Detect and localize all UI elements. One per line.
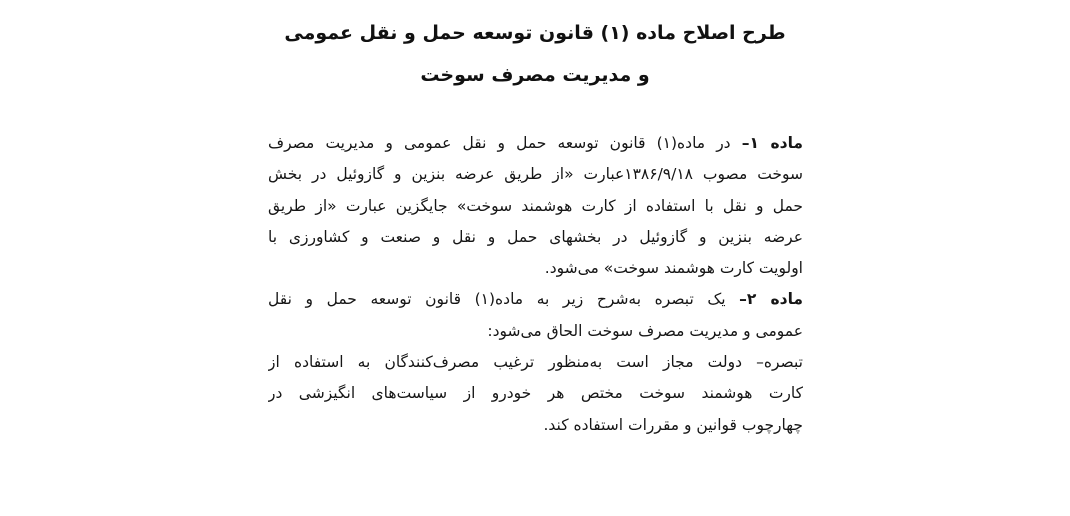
note-line-3: چهارچوب قوانین و مقررات استفاده کند. <box>543 415 803 434</box>
article-1-line-4: عرضه بنزین و گازوئیل در بخشهای حمل و نقل و صنعت و کشاورزی با <box>268 227 803 246</box>
document-body <box>268 128 803 441</box>
article-2-heading: ماده ۲– <box>739 290 803 309</box>
note-line-2: کارت هوشمند سوخت مختص هر خودرو از سیاست‌های انگیزشی در <box>268 384 803 403</box>
title-line-1: طرح اصلاح ماده (۱) قانون توسعه حمل و نقل عمومی <box>284 22 786 44</box>
article-2-line-1-text: یک تبصره به‌شرح زیر به ماده(۱) قانون توسعه حمل و نقل <box>268 290 740 309</box>
article-1-line-1-text: در ماده(۱) قانون توسعه حمل و نقل عمومی و مدیریت مصرف <box>268 134 742 152</box>
article-2-line-2: عمومی و مدیریت مصرف سوخت الحاق می‌شود: <box>487 321 803 340</box>
article-1-line-5: اولویت کارت هوشمند سوخت» می‌شود. <box>544 259 803 278</box>
note-line-1: تبصره– دولت مجاز است به‌منظور ترغیب مصرف‌کنندگان به استفاده از <box>268 353 803 372</box>
article-1-heading: ماده ۱– <box>741 134 803 152</box>
title-line-2: و مدیریت مصرف سوخت <box>420 64 650 86</box>
article-1-line-3: حمل و نقل با استفاده از کارت هوشمند سوخت» جایگزین عبارت «از طریق <box>268 196 803 215</box>
article-1-line-1 <box>268 128 803 159</box>
document-title <box>0 12 1070 96</box>
article-2-line-1 <box>268 284 803 315</box>
article-1-line-2: سوخت مصوب ۱۳۸۶/۹/۱۸عبارت «از طریق عرضه بنزین و گازوئیل در بخش <box>268 165 803 184</box>
